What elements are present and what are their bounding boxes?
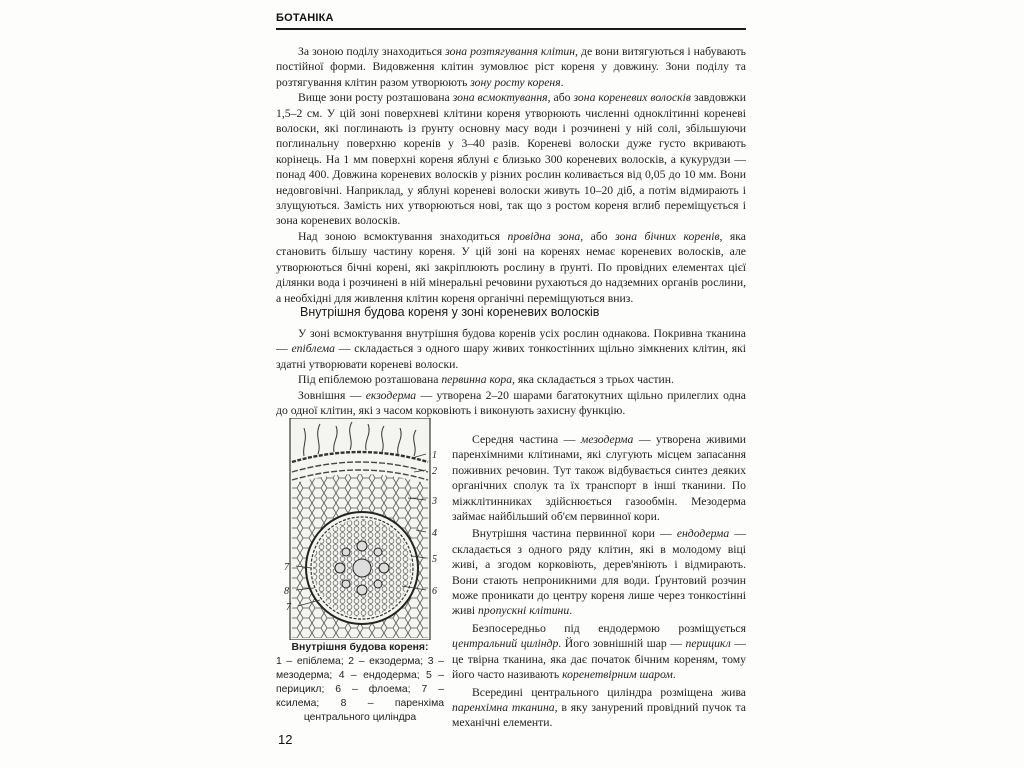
paragraph-mesoderm: Середня частина — мезодерма — утворена живими паренхімними клітинами, які слугують місцем запасання поживних речовин. Тут також відбувається синтез деяких органічних сполук та їх транспорт в інші тканини. По міжклітинниках здійснюється газообмін. Мезодерма займає найбільший об'єм первинної кори. — [452, 433, 746, 524]
paragraph-primary-cortex: Під епіблемою розташована первинна кора, яка складається з трьох частин. — [298, 373, 674, 387]
figure-caption-title: Внутрішня будова кореня: — [291, 642, 429, 653]
paragraph-growth-zone: За зоною поділу знаходиться зона розтягування клітин, де вони витягуються і набувають постійної форми. Видовження клітин зумовлює ріст кореня у довжину. Зони поділу та розтягування клітин разом утворюють зону росту кореня. — [276, 45, 747, 89]
figure-label-7-bottom: 7 — [286, 602, 291, 613]
running-header — [276, 12, 746, 30]
header-title: БОТАНІКА — [276, 12, 334, 24]
paragraph-parenchyma: Всередині центрального циліндра розміщена жива паренхімна тканина, в яку занурений провідний пучок та механічні елементи. — [452, 685, 746, 730]
root-cross-section-illustration — [276, 418, 442, 640]
text-block-exoderm — [276, 388, 746, 419]
root-cross-section-figure — [276, 418, 442, 640]
figure-caption-legend: 1 – епіблема; 2 – екзодерма; 3 – мезодерма; 4 – ендодерма; 5 – перицикл; 6 – флоема; 7 – ксилема; 8 – паренхіма центрального циліндра — [276, 656, 444, 723]
paragraph-conducting-zone: Над зоною всмоктування знаходиться провідна зона, або зона бічних коренів, яка становить більшу частину кореня. У цій зоні на коренях немає кореневих волосків, але утворюються бічні корені, які закріплюють рослину в ґрунті. По провідних елементах цієї ділянки вода і розчинені в ній мінеральні речовини рухаються до надземних органів рослини, а необхідні для живлення клітин кореня органічні переміщуються вниз. — [276, 229, 746, 305]
figure-label-8: 8 — [284, 586, 289, 597]
paragraph-exoderm: Зовнішня — екзодерма — утворена 2–20 шарами багатокутних щільно прилеглих одна до одної клітин, які з часом корковіють і виконують захисну функцію. — [276, 389, 746, 418]
figure-label-3: 3 — [432, 496, 437, 507]
figure-label-1: 1 — [432, 450, 437, 461]
text-column-right — [452, 432, 746, 731]
paragraph-epiblema: У зоні всмоктування внутрішня будова коренів усіх рослин однакова. Покривна тканина — епіблема — складається з одного шару живих тонкостінних щільно зімкнених клітин, які здатні утворювати кореневі волоски. — [276, 327, 746, 371]
paragraph-absorption-zone: Вище зони росту розташована зона всмоктування, або зона кореневих волосків завдовжки 1,5–2 см. У цій зоні поверхневі клітини кореня утворюють численні одноклітинні кореневі волоски, які поглинають із ґрунту основну масу води і розчинені у ній солі, збільшуючи поглинальну поверхню коренів у 3–40 разів. Кореневі волоски дуже густо вкривають корінець. На 1 мм поверхні кореня яблуні є близько 300 кореневих волосків, а кукурудзи — понад 400. Довжина кореневих волосків у різних рослин коливається від 0,05 до 10 мм. Вони недовговічні. Наприклад, у яблуні кореневі волоски живуть 10–20 діб, а потім відмирають і злущуються. Замість них утворюються нові, так що з ростом кореня вглиб переміщується і зона кореневих волосків. — [276, 91, 746, 228]
figure-label-6: 6 — [432, 586, 437, 597]
figure-label-4: 4 — [432, 528, 437, 539]
figure-label-5: 5 — [432, 554, 437, 565]
text-block-top — [276, 44, 746, 306]
section-subheading: Внутрішня будова кореня у зоні кореневих волосків — [300, 305, 600, 319]
paragraph-endoderm: Внутрішня частина первинної кори — ендодерма — складається з одного ряду клітин, які в молодому віці живі, а згодом корковіють, дерев'яніють і відмирають. Вони стають непроникними для води. Ґрунтовий розчин може проникати до центру кореня лише через тонкостінні живі пропускні клітини. — [452, 527, 747, 618]
paragraph-central-cylinder: Безпосередньо під ендодермою розміщується центральний циліндр. Його зовнішній шар — перицикл — це твірна тканина, яка дає початок бічним кореням, тому його часто називають коренетвірним шаром. — [452, 621, 746, 682]
xylem-rays — [335, 541, 389, 595]
figure-label-2: 2 — [432, 466, 437, 477]
page-number: 12 — [278, 732, 293, 747]
figure-caption — [276, 641, 444, 725]
figure-label-7-top: 7 — [284, 562, 289, 573]
text-block-middle — [276, 326, 746, 388]
